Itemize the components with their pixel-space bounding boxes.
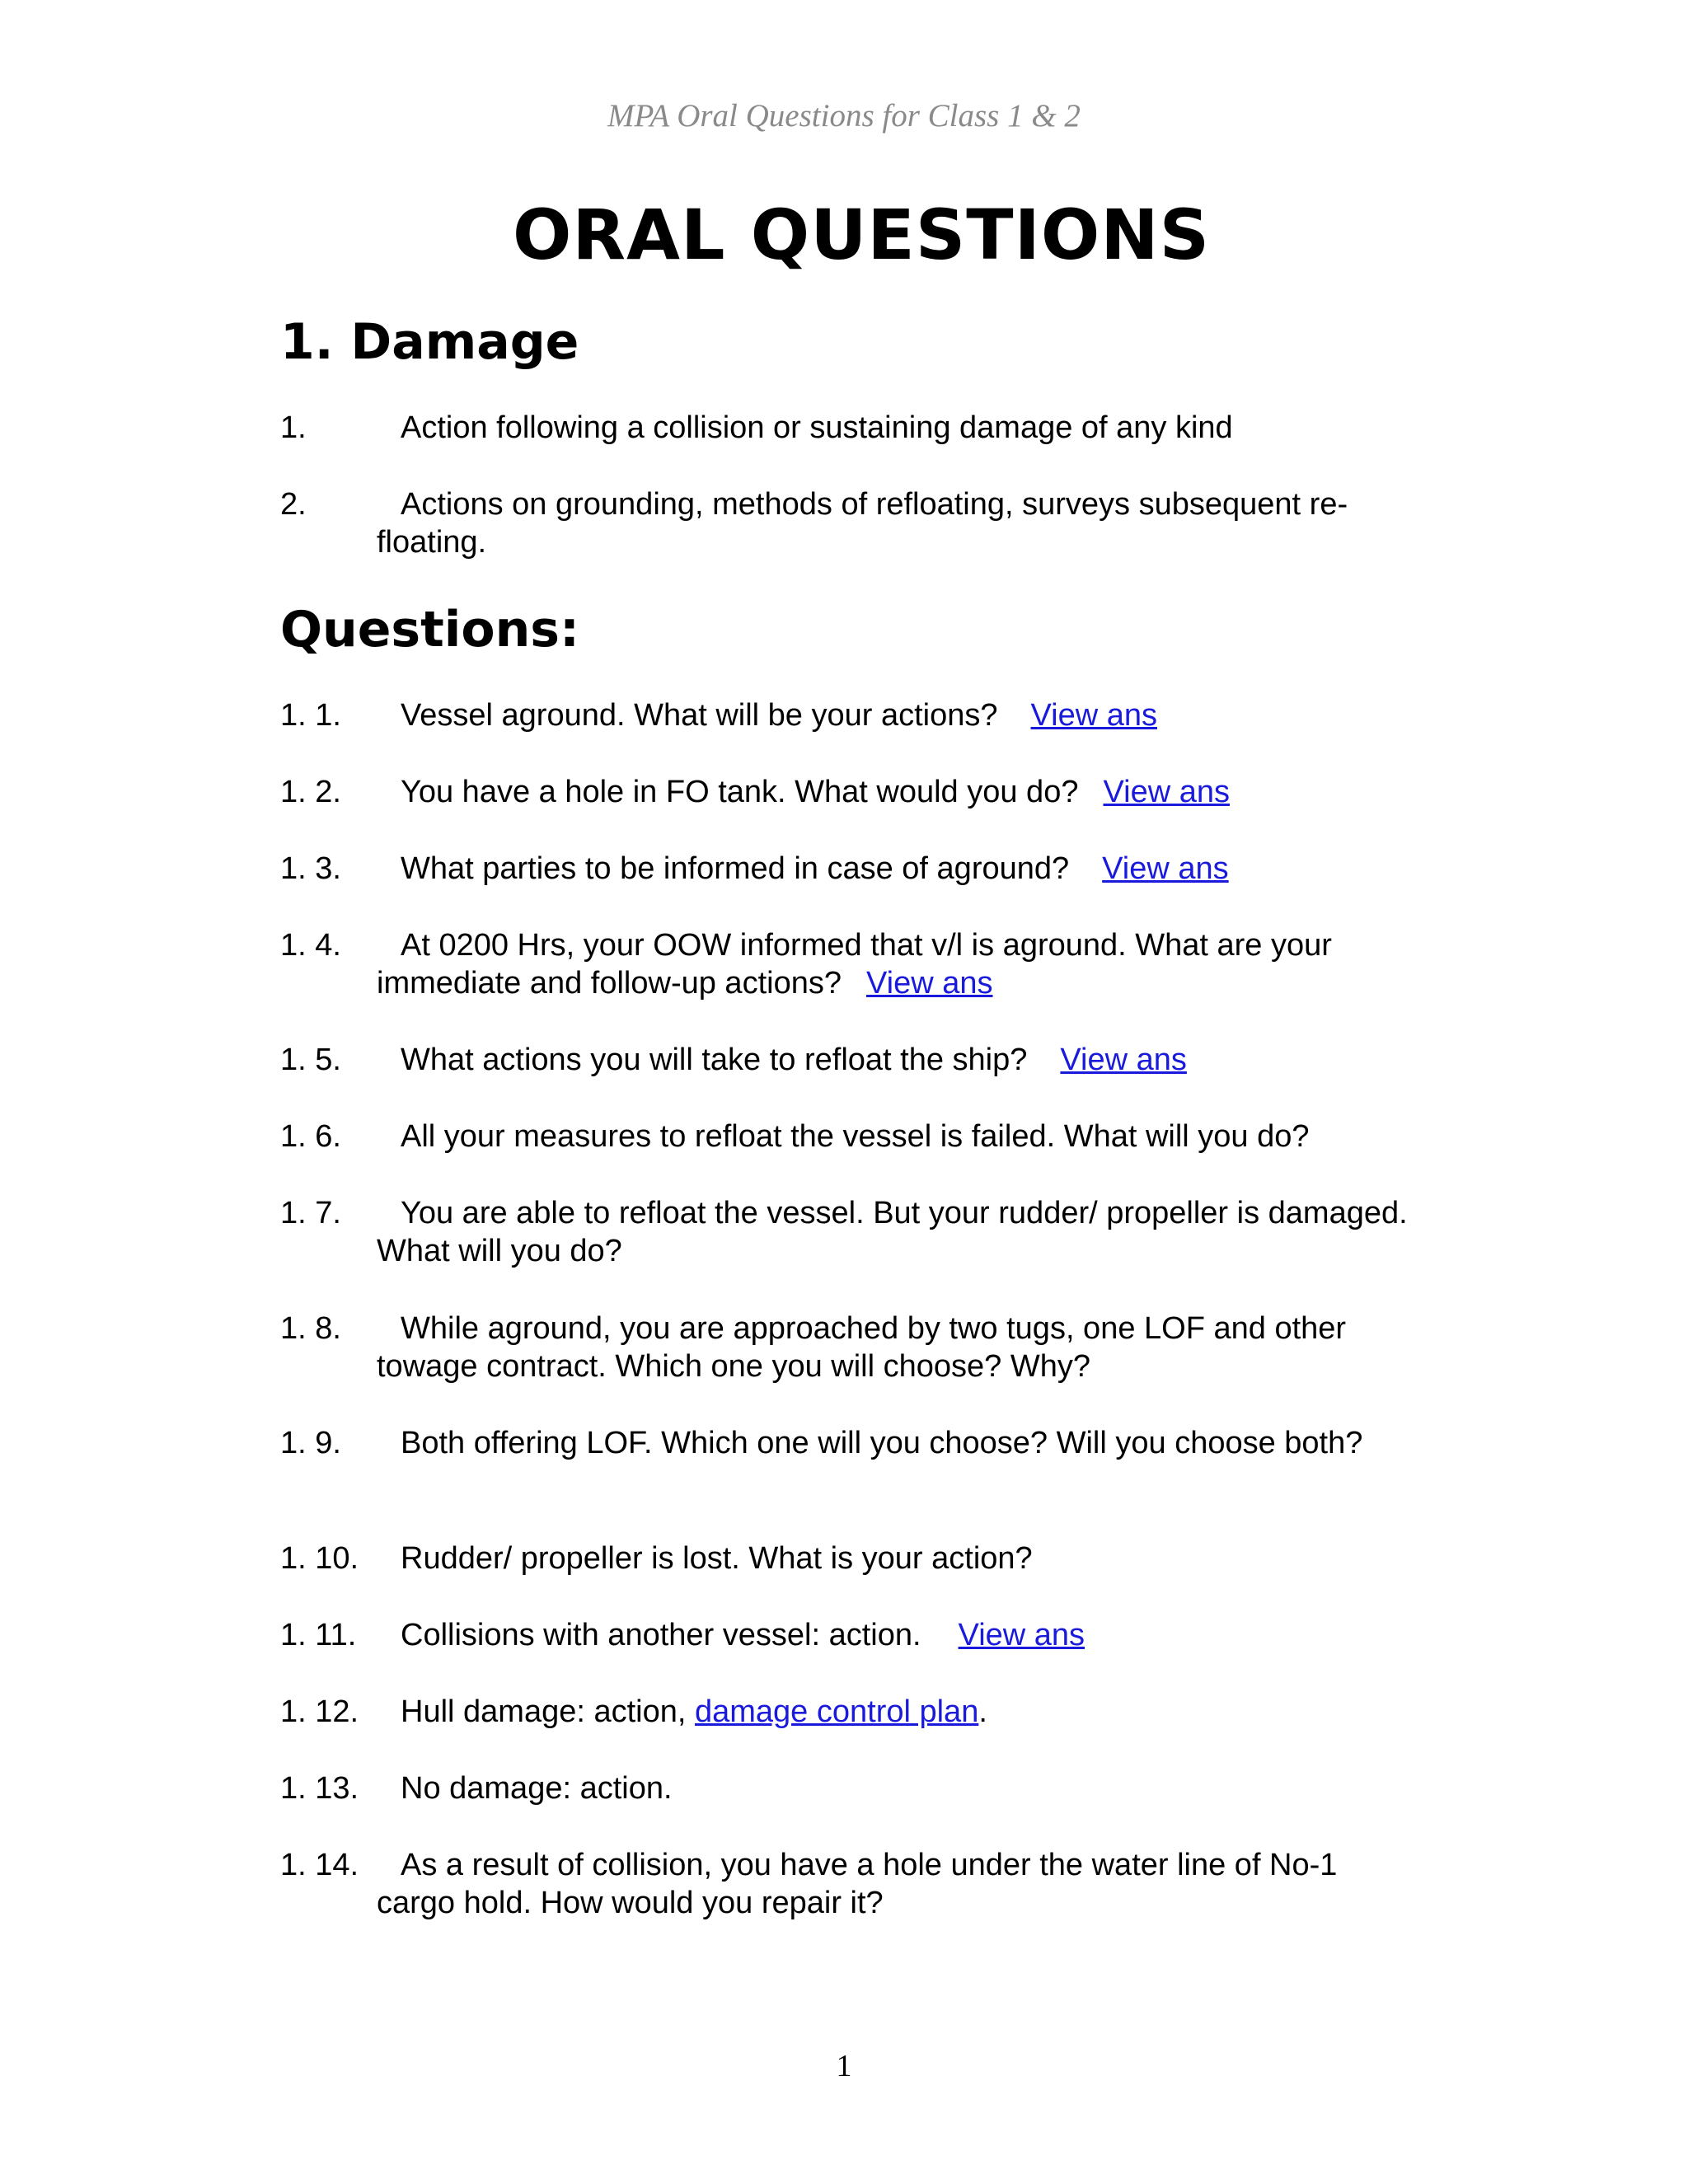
question-item	[280, 1846, 1409, 1922]
question-item	[280, 1769, 1409, 1807]
question-suffix: .	[978, 1694, 987, 1729]
topic-item-number: 2.	[280, 487, 307, 522]
question-item	[280, 926, 1409, 1002]
view-answer-link[interactable]: View ans	[1103, 775, 1230, 809]
question-number: 1. 9.	[280, 1426, 341, 1460]
question-item	[280, 1616, 1409, 1654]
question-number: 1. 14.	[280, 1848, 359, 1882]
question-text: As a result of collision, you have a hole under the water line of No-1 cargo hold. How would you repair it?	[377, 1848, 1338, 1920]
question-text: What parties to be informed in case of aground?	[401, 851, 1070, 886]
question-text: Both offering LOF. Which one will you choose? Will you choose both?	[401, 1426, 1363, 1460]
running-header: MPA Oral Questions for Class 1 & 2	[607, 98, 1081, 134]
question-item	[280, 1041, 1409, 1079]
question-number: 1. 13.	[280, 1771, 359, 1806]
question-item	[280, 1118, 1409, 1155]
question-number: 1. 7.	[280, 1196, 341, 1230]
topic-item-text: Action following a collision or sustaining damage of any kind	[401, 410, 1233, 445]
question-text: You have a hole in FO tank. What would you do?	[401, 775, 1079, 809]
question-number: 1. 12.	[280, 1694, 359, 1729]
question-number: 1. 4.	[280, 928, 341, 963]
topic-item	[280, 485, 1409, 561]
page-number: 1	[836, 2049, 852, 2083]
question-text: Rudder/ propeller is lost. What is your action?	[401, 1541, 1033, 1576]
section-heading-damage: 1. Damage	[280, 313, 579, 371]
question-text: All your measures to refloat the vessel is failed. What will you do?	[401, 1119, 1310, 1154]
question-text: Hull damage: action,	[401, 1694, 687, 1729]
question-number: 1. 2.	[280, 775, 341, 809]
question-text: Vessel aground. What will be your actions?	[401, 698, 998, 733]
question-number: 1. 5.	[280, 1043, 341, 1077]
question-item	[280, 1194, 1409, 1270]
question-item	[280, 1424, 1409, 1462]
view-answer-link[interactable]: View ans	[865, 966, 993, 1001]
question-number: 1. 10.	[280, 1541, 359, 1576]
view-answer-link[interactable]: View ans	[1030, 698, 1158, 733]
topic-item-number: 1.	[280, 410, 307, 445]
question-text: Collisions with another vessel: action.	[401, 1618, 921, 1652]
question-item	[280, 696, 1409, 734]
question-item	[280, 773, 1409, 811]
question-text: While aground, you are approached by two tugs, one LOF and other towage contract. Which one you will choose? Why?	[377, 1311, 1347, 1384]
document-title: ORAL QUESTIONS	[512, 194, 1211, 275]
damage-control-plan-link[interactable]: damage control plan	[694, 1694, 979, 1729]
question-number: 1. 1.	[280, 698, 341, 733]
question-item	[280, 1540, 1409, 1577]
question-number: 1. 11.	[280, 1618, 357, 1652]
topic-item-text: Actions on grounding, methods of refloating, surveys subsequent re-floating.	[377, 487, 1348, 560]
question-text: No damage: action.	[401, 1771, 673, 1806]
view-answer-link[interactable]: View ans	[1060, 1043, 1187, 1077]
view-answer-link[interactable]: View ans	[1102, 851, 1229, 886]
question-number: 1. 8.	[280, 1311, 341, 1346]
question-number: 1. 3.	[280, 851, 341, 886]
question-item	[280, 1310, 1409, 1385]
question-text: You are able to refloat the vessel. But your rudder/ propeller is damaged. What will you do?	[377, 1196, 1408, 1268]
section-heading-questions: Questions:	[280, 601, 580, 658]
question-text: What actions you will take to refloat the ship?	[401, 1043, 1028, 1077]
view-answer-link[interactable]: View ans	[958, 1618, 1085, 1652]
topic-item	[280, 409, 1409, 447]
question-text: At 0200 Hrs, your OOW informed that v/l is aground. What are your immediate and follow-up actions?	[377, 928, 1332, 1001]
question-item	[280, 850, 1409, 888]
question-item	[280, 1693, 1409, 1731]
question-number: 1. 6.	[280, 1119, 341, 1154]
